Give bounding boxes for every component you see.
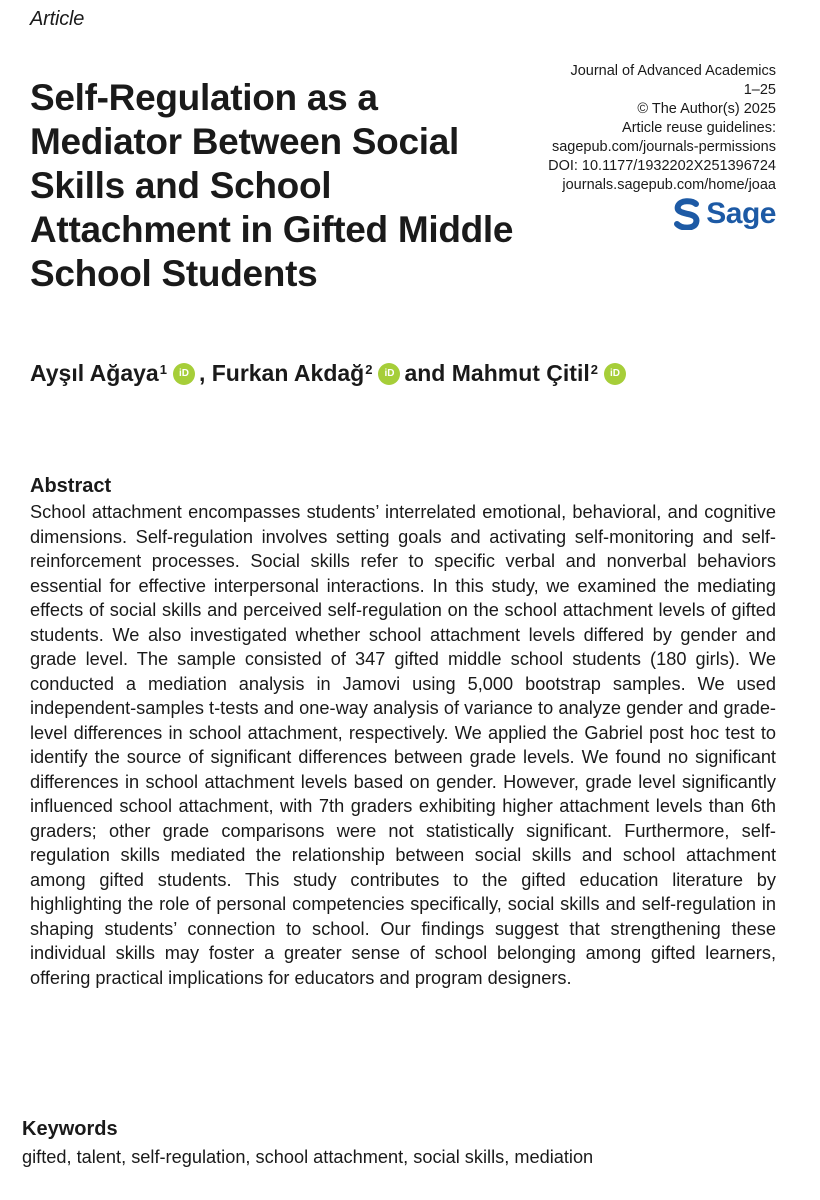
- author-list: [30, 360, 630, 387]
- author-separator: and: [404, 360, 452, 386]
- sage-logo: [674, 196, 776, 232]
- abstract-body: School attachment encompasses students’ interrelated emotional, behavioral, and cognitive dimensions. Self-regulation involves setting goals and activating self-monitoring and self-reinforcement processes. Social skills refer to specific verbal and nonverbal behaviors essential for effective interpersonal interactions. In this study, we examined the mediating effects of social skills and perceived self-regulation on the school attachment levels of gifted students. We also investigated whether school attachment levels differed by gender and grade level. The sample consisted of 347 gifted middle school students (180 girls). We conducted a mediation analysis in Jamovi using 5,000 bootstrap samples. We used independent-samples t-tests and one-way analysis of variance to analyze gender and grade-level differences in school attachment, respectively. We applied the Gabriel post hoc test to identify the source of significant differences between grade levels. We found no significant differences in school attachment levels based on gender. However, grade level significantly influenced school attachment, with 7th graders exhibiting higher attachment levels than 6th graders; other grade comparisons were not statistically significant. Furthermore, self-regulation skills mediated the relationship between social skills and school attachment among gifted students. This study contributes to the gifted education literature by highlighting the role of personal competencies specifically, social skills and self-regulation in shaping students’ connection to school. Our findings suggest that strengthening these individual skills may foster a greater sense of school belonging among gifted learners, offering practical implications for educators and program designers.: [30, 502, 776, 988]
- abstract-heading: Abstract: [30, 475, 112, 497]
- affiliation-marker: 2: [365, 362, 373, 377]
- keywords-list: gifted, talent, self-regulation, school attachment, social skills, mediation: [22, 1147, 594, 1167]
- article-title: Self-Regulation as a Mediator Between Social Skills and School Attachment in Gifted Middle School Students: [30, 77, 514, 294]
- permissions-link[interactable]: sagepub.com/journals-permissions: [551, 139, 776, 155]
- journal-home-link[interactable]: journals.sagepub.com/home/joaa: [562, 177, 776, 193]
- orcid-icon[interactable]: iD: [604, 363, 626, 385]
- orcid-icon[interactable]: iD: [173, 363, 195, 385]
- affiliation-marker: 1: [159, 362, 167, 377]
- journal-name: Journal of Advanced Academics: [570, 63, 776, 79]
- affiliation-marker: 2: [590, 362, 598, 377]
- reuse-guidelines-label: Article reuse guidelines:: [622, 120, 776, 136]
- keywords-heading: Keywords: [22, 1118, 118, 1140]
- sage-wordmark: Sage: [706, 197, 776, 230]
- article-type-label: Article: [30, 8, 85, 30]
- journal-info-block: [548, 62, 776, 195]
- sage-s-icon: [674, 198, 700, 230]
- copyright: © The Author(s) 2025: [637, 101, 776, 117]
- orcid-icon[interactable]: iD: [378, 363, 400, 385]
- author-name: Mahmut Çitil: [451, 360, 590, 386]
- doi[interactable]: DOI: 10.1177/1932202X251396724: [548, 158, 776, 174]
- author-name: Ayşıl Ağaya: [30, 360, 159, 386]
- page-range: 1–25: [743, 82, 776, 98]
- author-name: Furkan Akdağ: [211, 360, 365, 386]
- author-separator: ,: [198, 360, 212, 386]
